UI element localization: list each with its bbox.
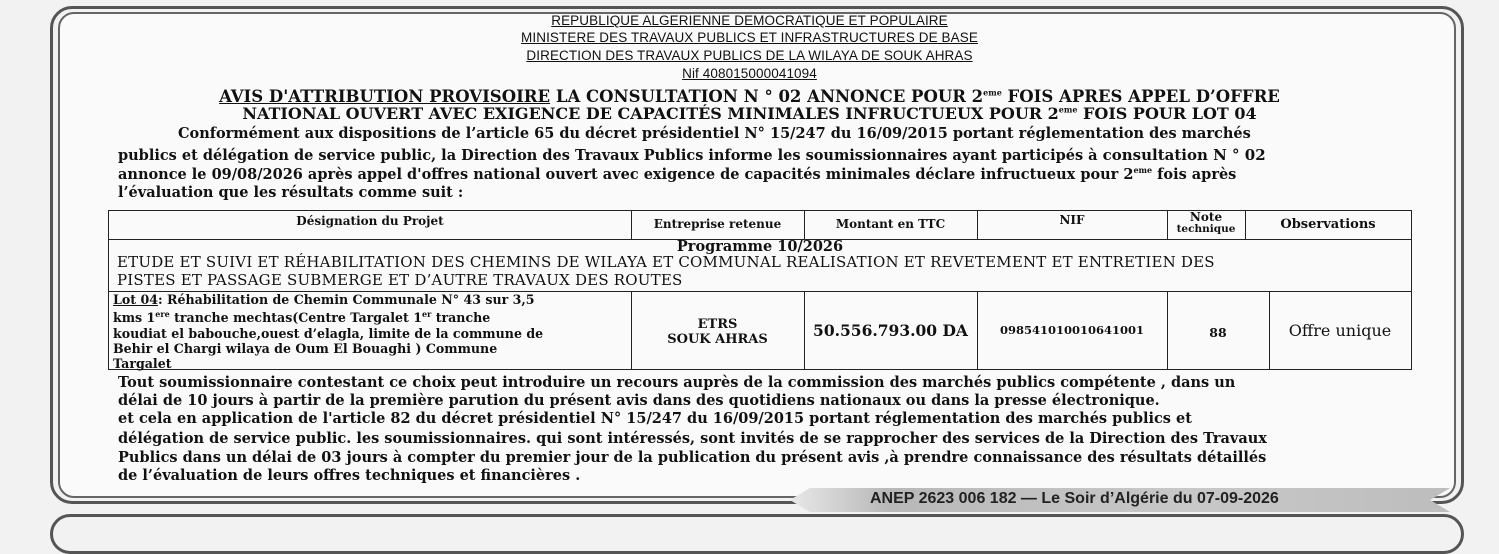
intro-consultation: consultation N ° 02 bbox=[1102, 146, 1266, 164]
lot-line-3: koudiat el babouche,ouest d’elagla, limite de la commune de bbox=[113, 325, 544, 341]
intro-line-3-end: fois après bbox=[1152, 165, 1237, 183]
lot-label: Lot 04 bbox=[113, 292, 158, 307]
next-notice-frame bbox=[50, 514, 1464, 554]
lot-designation bbox=[113, 292, 628, 371]
observations-cell: Offre unique bbox=[1288, 321, 1392, 340]
th-observations: Observations bbox=[1280, 217, 1376, 232]
title-la: LA bbox=[550, 87, 587, 106]
entreprise-line-2: SOUK AHRAS bbox=[667, 332, 768, 347]
intro-line-3-text: annonce le 09/08/2026 après appel d'offres national ouvert avec exigence de capacités minimales déclare infructueux pour 2 bbox=[118, 165, 1134, 183]
notice-title-line2 bbox=[0, 104, 1499, 123]
entreprise-cell bbox=[631, 317, 804, 347]
results-table bbox=[108, 210, 1412, 370]
th-note-line2: technique bbox=[1176, 223, 1236, 235]
anep-reference: ANEP 2623 006 182 — Le Soir d’Algérie du 07-09-2026 bbox=[870, 490, 1279, 507]
lot-line-1-text: : Réhabilitation de Chemin Communale N° 43 sur 3,5 bbox=[157, 292, 535, 307]
intro-line-3 bbox=[118, 165, 1236, 183]
title-avis: AVIS D'ATTRIBUTION PROVISOIRE bbox=[219, 87, 551, 106]
intro-line-2 bbox=[118, 146, 1266, 164]
lot-line-2-c: tranche bbox=[431, 310, 491, 326]
lot-line-2 bbox=[113, 307, 628, 325]
intro-line-1: Conformément aux dispositions de l’article 65 du décret présidentiel N° 15/247 du 16/09/2015 portant réglementation des marchés bbox=[178, 125, 1251, 142]
header-ministry: MINISTERE DES TRAVAUX PUBLICS ET INFRASTRUCTURES DE BASE bbox=[521, 30, 978, 45]
programme-desc-1: ETUDE ET SUIVI ET RÉHABILITATION DES CHEMINS DE WILAYA ET COMMUNAL REALISATION ET REVETEMENT ET ENTRETIEN DES bbox=[117, 253, 1215, 271]
th-designation: Désignation du Projet bbox=[296, 214, 444, 228]
lot-line-2-b: tranche mechtas(Centre Targalet 1 bbox=[169, 310, 422, 326]
lot-line-2-sup2: er bbox=[422, 309, 432, 320]
entreprise-line-1: ETRS bbox=[697, 317, 738, 332]
title-consultation: CONSULTATION N ° 02 bbox=[586, 87, 802, 106]
note-cell: 88 bbox=[1209, 325, 1227, 340]
th-note bbox=[1167, 211, 1245, 235]
th-entreprise: Entreprise retenue bbox=[653, 217, 782, 231]
header-republic: REPUBLIQUE ALGERIENNE DEMOCRATIQUE ET POPULAIRE bbox=[551, 13, 948, 28]
lot-line-4: Behir el Chargi wilaya de Oum El Bouaghi ) Commune bbox=[113, 340, 498, 356]
programme-desc-2: PISTES ET PASSAGE SUBMERGE ET D’AUTRE TRAVAUX DES ROUTES bbox=[117, 271, 683, 289]
th-nif: NIF bbox=[1059, 213, 1085, 227]
lot-line-2-sup: ere bbox=[155, 309, 170, 320]
intro-line-2-text: publics et délégation de service public, la Direction des Travaux Publics informe les soumissionnaires ayant participés à bbox=[118, 147, 1103, 164]
intro-line-4: l’évaluation que les résultats comme suit : bbox=[118, 184, 464, 201]
footer-line-2: délai de 10 jours à partir de la première parution du présent avis dans des quotidiens nationaux ou dans la presse électronique. bbox=[118, 392, 1160, 409]
th-montant: Montant en TTC bbox=[835, 217, 946, 231]
lot-line-1 bbox=[113, 292, 628, 307]
programme-title: Programme 10/2026 bbox=[676, 238, 844, 255]
intro-line-3-sup: eme bbox=[1133, 165, 1153, 175]
footer-line-6: de l’évaluation de leurs offres techniques et financières . bbox=[118, 467, 581, 484]
title-line2-sup: eme bbox=[1058, 104, 1078, 115]
th-note-line1: Note bbox=[1189, 210, 1223, 224]
lot-line-5: Targalet bbox=[113, 356, 172, 371]
header-direction: DIRECTION DES TRAVAUX PUBLICS DE LA WILAYA DE SOUK AHRAS bbox=[526, 48, 973, 63]
nif-cell: 098541010010641001 bbox=[999, 323, 1145, 337]
footer-line-4: délégation de service public. les soumissionnaires. qui sont intéressés, sont invités de se rapprocher des services de la Direction des Travaux bbox=[118, 430, 1267, 447]
title-rest-b: FOIS APRES APPEL D’OFFRE bbox=[1001, 87, 1280, 106]
lot-line-2-a: kms 1 bbox=[113, 310, 156, 326]
title-line2-a: NATIONAL OUVERT AVEC EXIGENCE DE CAPACITÉS MINIMALES INFRUCTUEUX POUR 2 bbox=[242, 104, 1059, 123]
title-rest-a: ANNONCE POUR 2 bbox=[801, 87, 984, 106]
footer-line-5: Publics dans un délai de 03 jours à compter du premier jour de la publication du présent avis ,à prendre connaissance des résultats détaillés bbox=[118, 449, 1267, 466]
header-nif: Nif 408015000041094 bbox=[682, 66, 817, 81]
footer-line-1: Tout soumissionnaire contestant ce choix peut introduire un recours auprès de la commission des marchés publics compétente , dans un bbox=[118, 374, 1236, 391]
footer-line-3: et cela en application de l'article 82 du décret présidentiel N° 15/247 du 16/09/2015 portant réglementation des marchés publics et bbox=[118, 410, 1192, 427]
title-sup: eme bbox=[983, 87, 1002, 98]
montant-cell: 50.556.793.00 DA bbox=[813, 321, 968, 340]
title-line2-b: FOIS POUR LOT 04 bbox=[1077, 104, 1257, 123]
